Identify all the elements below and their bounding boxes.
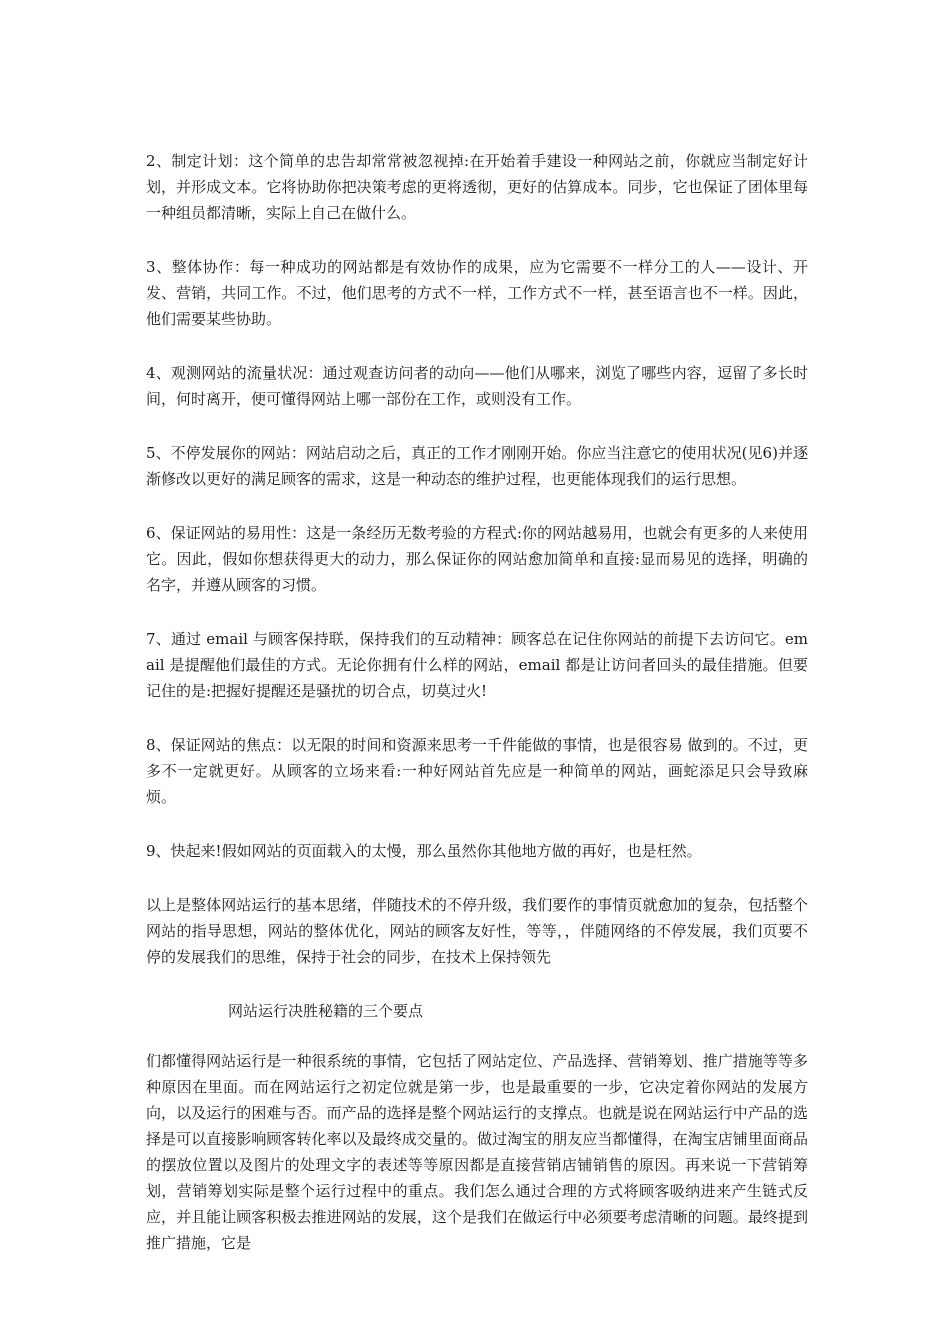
paragraph-focus: 8、保证网站的焦点：以无限的时间和资源来思考一千件能做的事情，也是很容易 做到的。不过，更多不一定就更好。从顾客的立场来看:一种好网站首先应是一种简单的网站，画蛇添足只会导致麻烦。 bbox=[146, 736, 808, 806]
paragraph-development: 5、不停发展你的网站：网站启动之后，真正的工作才刚刚开始。你应当注意它的使用状况(见6)并逐渐修改以更好的满足顾客的需求，这是一种动态的维护过程，也更能体现我们的运行思想。 bbox=[146, 444, 808, 488]
document-page bbox=[146, 148, 808, 1256]
paragraph-email: 7、通过 email 与顾客保持联，保持我们的互动精神：顾客总在记住你网站的前提下去访问它。email 是提醒他们最佳的方式。无论你拥有什么样的网站，email 都是让访问者回头的最佳措施。但要记住的是:把握好提醒还是骚扰的切合点，切莫过火! bbox=[146, 630, 808, 700]
paragraph-summary: 以上是整体网站运行的基本思绪，伴随技术的不停升级，我们要作的事情页就愈加的复杂，包括整个网站的指导思想，网站的整体优化，网站的顾客友好性，等等，，伴随网络的不停发展，我们页要不停的发展我们的思维，保持于社会的同步，在技术上保持领先 bbox=[146, 896, 808, 966]
paragraph-final: 们都懂得网站运行是一种很系统的事情，它包括了网站定位、产品选择、营销筹划、推广措施等等多种原因在里面。而在网站运行之初定位就是第一步，也是最重要的一步，它决定着你网站的发展方向，以及运行的困难与否。而产品的选择是整个网站运行的支撑点。也就是说在网站运行中产品的选择是可以直接影响顾客转化率以及最终成交量的。做过淘宝的朋友应当都懂得，在淘宝店铺里面商品的摆放位置以及图片的处理文字的表述等等原因都是直接营销店铺销售的原因。再来说一下营销筹划，营销筹划实际是整个运行过程中的重点。我们怎么通过合理的方式将顾客吸纳进来产生链式反应，并且能让顾客积极去推进网站的发展，这个是我们在做运行中必须要考虑清晰的问题。最终提到推广措施，它是 bbox=[146, 1052, 808, 1252]
paragraph-collaboration: 3、整体协作：每一种成功的网站都是有效协作的成果，应为它需要不一样分工的人——设计、开发、营销，共同工作。不过，他们思考的方式不一样，工作方式不一样，甚至语言也不一样。因此，他们需要某些协助。 bbox=[146, 258, 808, 328]
paragraph-plan: 2、制定计划：这个简单的忠告却常常被忽视掉:在开始着手建设一种网站之前，你就应当制定好计划，并形成文本。它将协助你把决策考虑的更将透彻，更好的估算成本。同步，它也保证了团体里每一种组员都清晰，实际上自己在做什么。 bbox=[146, 152, 808, 222]
paragraph-usability: 6、保证网站的易用性：这是一条经历无数考验的方程式:你的网站越易用，也就会有更多的人来使用它。因此，假如你想获得更大的动力，那么保证你的网站愈加简单和直接:显而易见的选择，明确的名字，并遵从顾客的习惯。 bbox=[146, 524, 808, 594]
paragraph-traffic: 4、观测网站的流量状况：通过观查访问者的动向——他们从哪来，浏览了哪些内容，逗留了多长时间，何时离开，便可懂得网站上哪一部份在工作，或则没有工作。 bbox=[146, 364, 808, 408]
section-heading: 网站运行决胜秘籍的三个要点 bbox=[228, 1002, 424, 1020]
paragraph-speed: 9、快起来!假如网站的页面载入的太慢，那么虽然你其他地方做的再好，也是枉然。 bbox=[146, 842, 702, 860]
